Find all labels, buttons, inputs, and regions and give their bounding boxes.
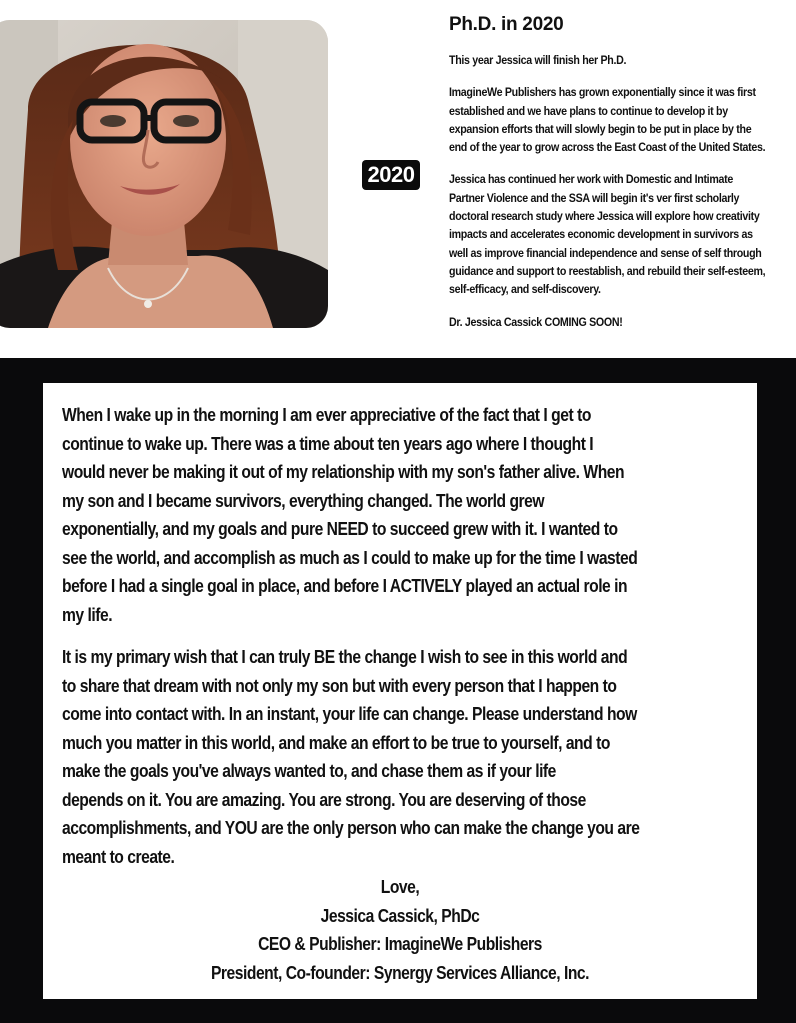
letter-body [62, 401, 752, 871]
timeline-title: Ph.D. in 2020 [449, 14, 564, 35]
timeline-line: impacts and accelerates economic development in survivors as [449, 228, 753, 242]
letter-line: continue to wake up. There was a time about ten years ago where I thought I [62, 433, 594, 454]
letter-line: before I had a single goal in place, and before I ACTIVELY played an actual role in [62, 576, 628, 596]
timeline-line: well as improve financial independence and sense of self through [449, 246, 762, 260]
letter-line: When I wake up in the morning I am ever appreciative of the fact that I get to [62, 405, 591, 425]
letter-line: depends on it. You are amazing. You are strong. You are deserving of those [62, 789, 586, 810]
portrait-illustration [0, 20, 328, 328]
letter-line: It is my primary wish that I can truly BE the change I wish to see in this world and [62, 647, 628, 667]
timeline-line: Jessica has continued her work with Domestic and Intimate [449, 173, 733, 187]
timeline-line: established and we have plans to continue to develop it by [449, 104, 728, 118]
letter-line: meant to create. [62, 846, 175, 867]
signature-name: Jessica Cassick, PhDc [320, 905, 480, 926]
timeline-line: self-efficacy, and self-discovery. [449, 283, 601, 297]
letter-line: see the world, and accomplish as much as I could to make up for the time I wasted [62, 547, 638, 568]
letter-line: my life. [62, 604, 113, 625]
timeline-line: doctoral research study where Jessica will explore how creativity [449, 210, 760, 224]
portrait-photo [0, 20, 328, 328]
letter-line: to share that dream with not only my son but with every person that I happen to [62, 675, 617, 696]
signature-title: CEO & Publisher: ImagineWe Publishers [258, 934, 542, 955]
timeline-line: expansion efforts that will slowly begin to be put in place by the [449, 122, 752, 136]
timeline-section [0, 0, 796, 358]
timeline-line: This year Jessica will finish her Ph.D. [449, 54, 627, 67]
letter-line: make the goals you've always wanted to, and chase them as if your life [62, 761, 556, 781]
letter-line: exponentially, and my goals and pure NEED to succeed grew with it. I wanted to [62, 519, 618, 539]
letter-line: much you matter in this world, and make an effort to be true to yourself, and to [62, 732, 610, 753]
signature-title: President, Co-founder: Synergy Services Alliance, Inc. [210, 963, 590, 984]
signature-block [43, 873, 757, 988]
timeline-text [449, 12, 796, 332]
coming-soon-line: Dr. Jessica Cassick COMING SOON! [449, 315, 623, 329]
letter-card [43, 383, 757, 999]
timeline-line: Partner Violence and the SSA will begin it's ver first scholarly [449, 191, 740, 205]
timeline-line: end of the year to grow across the East Coast of the United States. [449, 141, 766, 155]
letter-line: accomplishments, and YOU are the only person who can make the change you are [62, 818, 640, 838]
letter-line: my son and I became survivors, everything changed. The world grew [62, 490, 545, 511]
timeline-line: guidance and support to reestablish, and rebuild their self-esteem, [449, 264, 766, 278]
year-badge: 2020 [362, 160, 420, 190]
timeline-line: ImagineWe Publishers has grown exponentially since it was first [449, 86, 756, 100]
letter-line: come into contact with. In an instant, your life can change. Please understand how [62, 704, 637, 724]
letter-section [0, 358, 796, 1023]
signature-closing: Love, [380, 877, 420, 897]
letter-line: would never be making it out of my relationship with my son's father alive. When [62, 462, 625, 482]
